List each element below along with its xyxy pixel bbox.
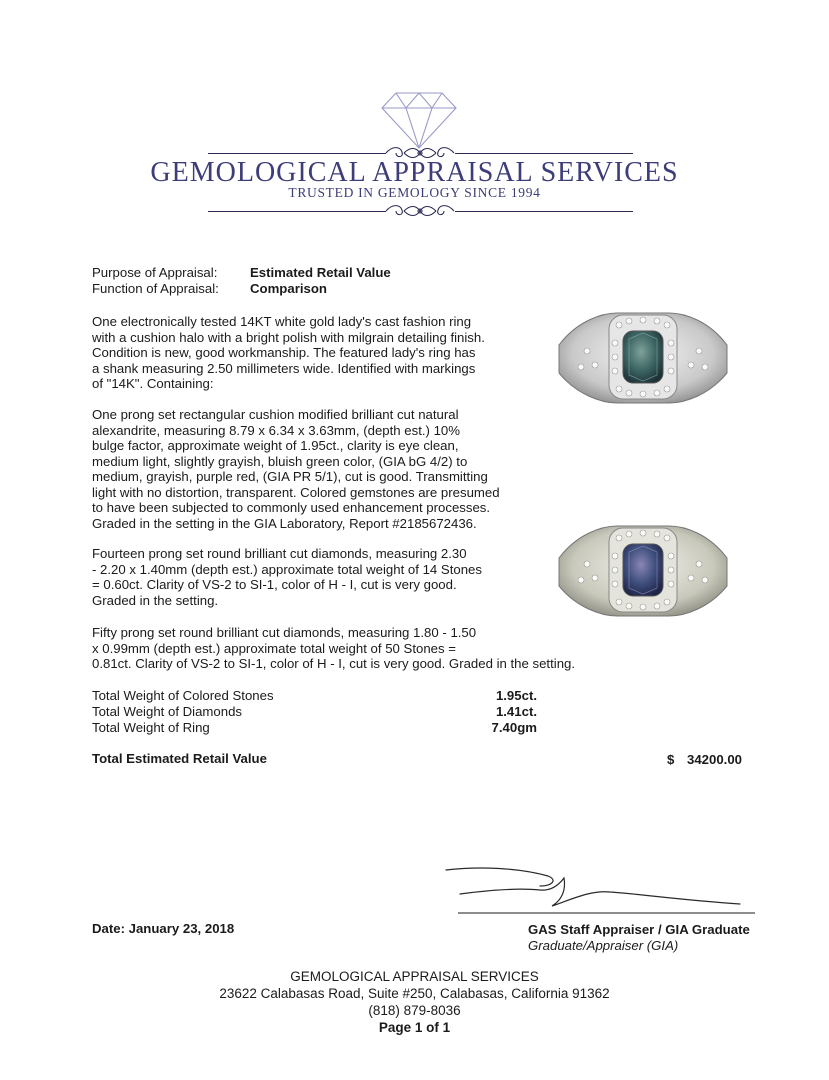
total-value: 1.95ct. <box>495 688 537 703</box>
text-line: 0.81ct. Clarity of VS-2 to SI-1, color of H - I, cut is very good. Graded in the setting. <box>92 656 576 671</box>
text-line: Fourteen prong set round brilliant cut diamonds, measuring 2.30 <box>92 546 467 561</box>
text-line: x 0.99mm (depth est.) approximate total weight of 50 Stones = <box>92 641 456 656</box>
appraisal-date: Date: January 23, 2018 <box>92 921 235 936</box>
text-line: light with no distortion, transparent. Colored gemstones are presumed <box>92 485 500 500</box>
text-line: to have been subjected to commonly used enhancement processes. <box>92 500 491 515</box>
total-label: Total Weight of Diamonds <box>92 704 243 719</box>
ring-bluish-green-icon <box>557 303 729 409</box>
text-line: Graded in the setting in the GIA Laboratory, Report #2185672436. <box>92 516 477 531</box>
footer-address: 23622 Calabasas Road, Suite #250, Calabasas, California 91362 <box>219 986 610 1001</box>
text-line: - 2.20 x 1.40mm (depth est.) approximate total weight of 14 Stones <box>92 562 482 577</box>
total-value: 7.40gm <box>491 720 537 735</box>
diamond-logo-icon <box>380 90 458 150</box>
footer-phone: (818) 879-8036 <box>368 1003 461 1018</box>
text-line: Graded in the setting. <box>92 593 219 608</box>
company-tagline: TRUSTED IN GEMOLOGY SINCE 1994 <box>288 185 541 200</box>
text-line: medium light, slightly grayish, bluish green color, (GIA bG 4/2) to <box>92 454 468 469</box>
text-line: = 0.60ct. Clarity of VS-2 to SI-1, color of H - I, cut is very good. <box>92 577 457 592</box>
header-rule-top-left <box>208 153 386 154</box>
text-line: a shank measuring 2.50 millimeters wide. Identified with markings <box>92 361 476 376</box>
total-label: Total Weight of Ring <box>92 720 210 735</box>
total-value: 1.41ct. <box>495 704 537 719</box>
text-line: with a cushion halo with a bright polish with milgrain detailing finish. <box>92 330 485 345</box>
purpose-value: Estimated Retail Value <box>250 265 391 280</box>
header-rule-top-right <box>455 153 633 154</box>
text-line: bulge factor, approximate weight of 1.95ct., clarity is eye clean, <box>92 438 459 453</box>
text-line: Fifty prong set round brilliant cut diamonds, measuring 1.80 - 1.50 <box>92 625 477 640</box>
function-label: Function of Appraisal: <box>92 281 219 296</box>
text-line: alexandrite, measuring 8.79 x 6.34 x 3.63mm, (depth est.) 10% <box>92 423 460 438</box>
retail-value: 34200.00 <box>686 752 742 767</box>
scroll-ornament-icon <box>384 202 456 220</box>
header-rule-bottom-right <box>455 211 633 212</box>
appraiser-signature <box>440 860 760 916</box>
ring-purple-icon <box>557 516 729 622</box>
appraiser-title: GAS Staff Appraiser / GIA Graduate <box>528 922 750 937</box>
text-line: of "14K". Containing: <box>92 376 214 391</box>
function-value: Comparison <box>250 281 327 296</box>
page-number: Page 1 of 1 <box>378 1020 451 1035</box>
header-rule-bottom-left <box>208 211 386 212</box>
text-line: One prong set rectangular cushion modified brilliant cut natural <box>92 407 459 422</box>
retail-currency: $ <box>667 752 675 767</box>
appraiser-subtitle: Graduate/Appraiser (GIA) <box>528 938 679 953</box>
total-label: Total Weight of Colored Stones <box>92 688 274 703</box>
text-line: Condition is new, good workmanship. The featured lady's ring has <box>92 345 476 360</box>
retail-value-label: Total Estimated Retail Value <box>92 751 267 766</box>
footer-company: GEMOLOGICAL APPRAISAL SERVICES <box>290 969 539 984</box>
text-line: medium, grayish, purple red, (GIA PR 5/1), cut is good. Transmitting <box>92 469 488 484</box>
purpose-label: Purpose of Appraisal: <box>92 265 218 280</box>
text-line: One electronically tested 14KT white gold lady's cast fashion ring <box>92 314 472 329</box>
company-name: GEMOLOGICAL APPRAISAL SERVICES <box>150 157 679 188</box>
